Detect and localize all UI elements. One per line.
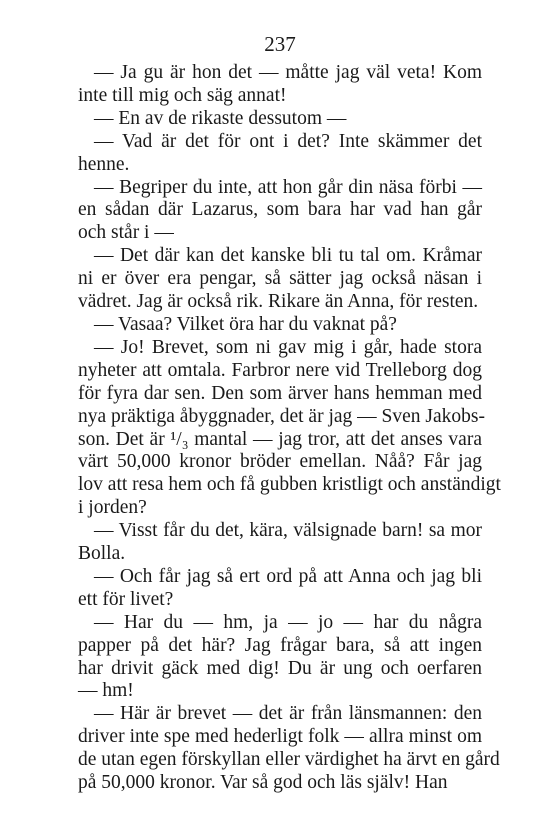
text-line: henne. [78, 153, 130, 175]
paragraph [78, 520, 482, 566]
paragraph [78, 177, 482, 246]
text-line: i jorden? [78, 497, 147, 519]
text-line: inte till mig och säg annat! [78, 84, 287, 106]
text-line: papper på det här? Jag frågar bara, så att ingen [78, 634, 482, 656]
text-line: lov att resa hem och få gubben kristligt och anständigt [78, 474, 501, 496]
text-line: har drivit gäck med dig! Du är ung och oerfaren [78, 657, 482, 679]
paragraph [78, 108, 482, 131]
text-line: nya präktiga åbyggnader, det är jag — Sven Jakobs- [78, 405, 485, 427]
paragraph [78, 131, 482, 177]
text-line: — Vad är det för ont i det? Inte skämmer det [94, 130, 482, 152]
paragraph [78, 703, 500, 795]
text-line: de utan egen förskyllan eller värdighet ha ärvt en gård [78, 749, 500, 771]
paragraph [78, 314, 482, 337]
text-line: driver inte spe med hederligt folk — allra minst om [78, 726, 482, 748]
paragraph [78, 245, 482, 314]
text-line: på 50,000 kronor. Var så god och läs själv! Han [78, 772, 448, 794]
text-line: — Vasaa? Vilket öra har du vaknat på? [94, 313, 397, 335]
text-line: — hm! [78, 680, 134, 702]
text-line: värt 50,000 kronor bröder emellan. Nåå? Får jag [78, 451, 482, 473]
paragraph [78, 566, 482, 612]
page-number: 237 [264, 32, 296, 56]
body-text [78, 62, 501, 795]
paragraph [78, 336, 501, 520]
text-line: — Här är brevet — det är från länsmannen: den [94, 703, 482, 725]
text-line: — Och får jag så ert ord på att Anna och jag bli [94, 565, 482, 587]
text-line: ni er över era pengar, så sätter jag också näsan i [78, 268, 482, 290]
text-line: — Det där kan det kanske bli tu tal om. Kråmar [94, 245, 482, 267]
text-line: vädret. Jag är också rik. Rikare än Anna, för resten. [78, 291, 479, 313]
text-line: — Jo! Brevet, som ni gav mig i går, hade stora [94, 336, 482, 358]
text-line: — Begriper du inte, att hon går din näsa förbi — [94, 176, 482, 198]
text-line: en sådan där Lazarus, som bara har vad han går [78, 199, 482, 221]
text-line: — Ja gu är hon det — måtte jag väl veta! Kom [94, 62, 482, 83]
paragraph [78, 62, 482, 108]
text-line: Bolla. [78, 543, 126, 565]
text-line: ett för livet? [78, 588, 174, 610]
text-line: — Visst får du det, kära, välsignade barn! sa mor [94, 520, 482, 542]
text-line: för fyra dar sen. Den som ärver hans hemman med [78, 382, 482, 404]
text-line: — Har du — hm, ja — jo — har du några [94, 611, 482, 633]
paragraph [78, 612, 482, 704]
text-line: — En av de rikaste dessutom — [94, 107, 347, 129]
text-line: och står i — [78, 222, 174, 244]
text-line: son. Det är ¹/₃ mantal — jag tror, att det anses vara [78, 428, 482, 450]
text-line: nyheter att omtala. Farbror nere vid Trelleborg dog [78, 359, 482, 381]
